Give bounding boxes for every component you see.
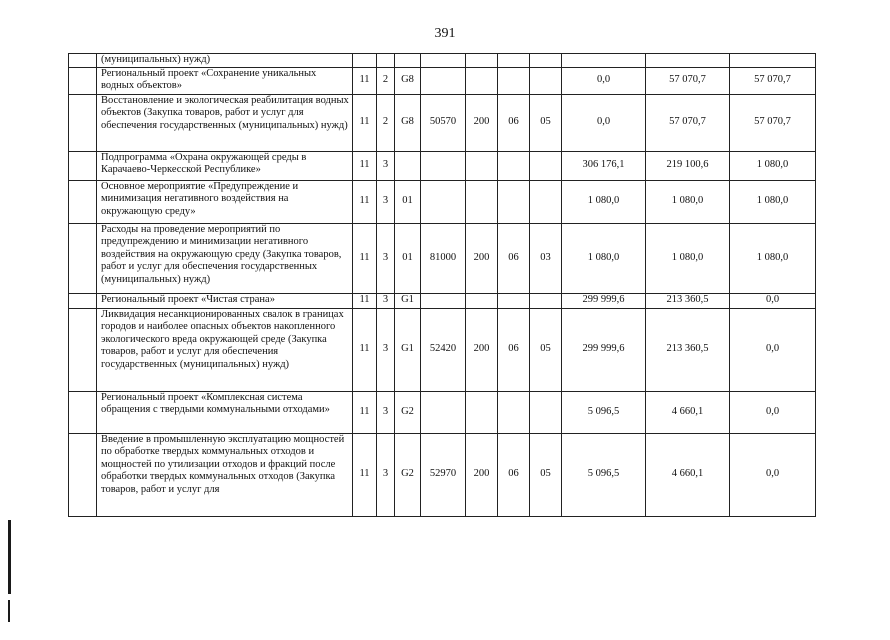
table-row — [69, 433, 816, 516]
cell-subsection — [530, 151, 562, 180]
cell-amount-1: 1 080,0 — [562, 180, 646, 223]
table-row — [69, 54, 816, 68]
cell-subsection: 05 — [530, 308, 562, 391]
row-margin-cell — [69, 180, 97, 223]
cell-subsection — [530, 391, 562, 433]
row-name: Региональный проект «Чистая страна» — [97, 293, 353, 308]
row-name: Расходы на проведение мероприятий по предупреждению и минимизации негативного воздействия на окружающую среду (Закупка товаров, работ и услуг для обеспечения государственных (муниципальных) нужд) — [97, 223, 353, 293]
cell-section — [498, 54, 530, 68]
cell-expense-type — [466, 151, 498, 180]
cell-amount-1: 5 096,5 — [562, 391, 646, 433]
cell-amount-1 — [562, 54, 646, 68]
table-row — [69, 180, 816, 223]
cell-section — [498, 180, 530, 223]
cell-amount-2: 1 080,0 — [646, 180, 730, 223]
cell-event: 01 — [395, 223, 421, 293]
row-name: (муниципальных) нужд) — [97, 54, 353, 68]
row-name: Региональный проект «Сохранение уникальных водных объектов» — [97, 67, 353, 94]
cell-direction: 52970 — [421, 433, 466, 516]
cell-amount-3 — [730, 54, 816, 68]
cell-section: 06 — [498, 223, 530, 293]
cell-subsection: 05 — [530, 94, 562, 151]
scan-edge-mark — [8, 600, 10, 622]
cell-amount-3: 1 080,0 — [730, 223, 816, 293]
cell-amount-2: 57 070,7 — [646, 67, 730, 94]
row-name: Подпрограмма «Охрана окружающей среды в Карачаево-Черкесской Республике» — [97, 151, 353, 180]
cell-program: 11 — [353, 94, 377, 151]
cell-amount-3: 1 080,0 — [730, 151, 816, 180]
cell-section — [498, 67, 530, 94]
cell-amount-1: 299 999,6 — [562, 293, 646, 308]
cell-event — [395, 151, 421, 180]
cell-amount-1: 0,0 — [562, 67, 646, 94]
cell-subsection — [530, 54, 562, 68]
cell-expense-type: 200 — [466, 308, 498, 391]
cell-expense-type: 200 — [466, 223, 498, 293]
row-margin-cell — [69, 223, 97, 293]
budget-table — [68, 53, 816, 517]
row-name: Региональный проект «Комплексная система обращения с твердыми коммунальными отходами» — [97, 391, 353, 433]
row-margin-cell — [69, 433, 97, 516]
cell-program: 11 — [353, 180, 377, 223]
cell-event: G2 — [395, 391, 421, 433]
cell-direction — [421, 67, 466, 94]
cell-subprogram: 3 — [377, 223, 395, 293]
cell-amount-3: 57 070,7 — [730, 94, 816, 151]
row-margin-cell — [69, 308, 97, 391]
cell-amount-2: 213 360,5 — [646, 308, 730, 391]
cell-amount-2: 1 080,0 — [646, 223, 730, 293]
row-name: Введение в промышленную эксплуатацию мощностей по обработке твердых коммунальных отходов и мощностей по утилизации отходов и фракций после обработки твердых коммунальных отходов (Закупка товаров, работ и услуг для — [97, 433, 353, 516]
cell-amount-3: 0,0 — [730, 308, 816, 391]
cell-direction: 52420 — [421, 308, 466, 391]
cell-subprogram: 2 — [377, 67, 395, 94]
cell-program: 11 — [353, 433, 377, 516]
cell-event: G2 — [395, 433, 421, 516]
cell-amount-3: 0,0 — [730, 391, 816, 433]
cell-subprogram: 3 — [377, 293, 395, 308]
row-name: Восстановление и экологическая реабилитация водных объектов (Закупка товаров, работ и услуг для обеспечения государственных (муниципальных) нужд) — [97, 94, 353, 151]
cell-amount-2: 4 660,1 — [646, 433, 730, 516]
row-margin-cell — [69, 391, 97, 433]
row-margin-cell — [69, 94, 97, 151]
cell-subprogram: 3 — [377, 180, 395, 223]
cell-subsection — [530, 67, 562, 94]
cell-direction — [421, 180, 466, 223]
cell-amount-1: 5 096,5 — [562, 433, 646, 516]
table-row — [69, 223, 816, 293]
row-margin-cell — [69, 293, 97, 308]
cell-amount-3: 57 070,7 — [730, 67, 816, 94]
cell-program — [353, 54, 377, 68]
row-name: Ликвидация несанкционированных свалок в границах городов и наиболее опасных объектов накопленного экологического вреда окружающей среде (Закупка товаров, работ и услуг для обеспечения государственных (муниципальных) нужд) — [97, 308, 353, 391]
cell-subprogram: 2 — [377, 94, 395, 151]
row-margin-cell — [69, 67, 97, 94]
cell-section — [498, 151, 530, 180]
cell-amount-2: 219 100,6 — [646, 151, 730, 180]
cell-event — [395, 54, 421, 68]
cell-program: 11 — [353, 308, 377, 391]
cell-subsection: 03 — [530, 223, 562, 293]
page-number: 391 — [434, 26, 456, 41]
cell-amount-3: 0,0 — [730, 293, 816, 308]
cell-program: 11 — [353, 293, 377, 308]
cell-direction — [421, 391, 466, 433]
cell-section — [498, 391, 530, 433]
cell-amount-1: 306 176,1 — [562, 151, 646, 180]
cell-section: 06 — [498, 94, 530, 151]
cell-expense-type — [466, 391, 498, 433]
cell-expense-type: 200 — [466, 433, 498, 516]
cell-program: 11 — [353, 391, 377, 433]
cell-direction — [421, 293, 466, 308]
table-row — [69, 151, 816, 180]
cell-subprogram: 3 — [377, 391, 395, 433]
table-row — [69, 67, 816, 94]
cell-subsection — [530, 180, 562, 223]
cell-event: G8 — [395, 67, 421, 94]
row-margin-cell — [69, 54, 97, 68]
cell-event: G8 — [395, 94, 421, 151]
cell-amount-3: 0,0 — [730, 433, 816, 516]
cell-event: G1 — [395, 308, 421, 391]
cell-event: 01 — [395, 180, 421, 223]
cell-amount-2 — [646, 54, 730, 68]
cell-direction — [421, 54, 466, 68]
table-row — [69, 94, 816, 151]
cell-section: 06 — [498, 308, 530, 391]
cell-program: 11 — [353, 151, 377, 180]
cell-subprogram: 3 — [377, 308, 395, 391]
cell-direction: 50570 — [421, 94, 466, 151]
cell-subsection: 05 — [530, 433, 562, 516]
cell-amount-1: 1 080,0 — [562, 223, 646, 293]
table-row — [69, 391, 816, 433]
cell-amount-3: 1 080,0 — [730, 180, 816, 223]
cell-expense-type: 200 — [466, 94, 498, 151]
cell-subprogram: 3 — [377, 151, 395, 180]
row-name: Основное мероприятие «Предупреждение и минимизация негативного воздействия на окружающую среду» — [97, 180, 353, 223]
cell-amount-1: 0,0 — [562, 94, 646, 151]
cell-program: 11 — [353, 223, 377, 293]
cell-amount-2: 57 070,7 — [646, 94, 730, 151]
cell-section: 06 — [498, 433, 530, 516]
cell-amount-1: 299 999,6 — [562, 308, 646, 391]
cell-event: G1 — [395, 293, 421, 308]
row-margin-cell — [69, 151, 97, 180]
cell-subprogram — [377, 54, 395, 68]
cell-direction: 81000 — [421, 223, 466, 293]
cell-direction — [421, 151, 466, 180]
cell-amount-2: 213 360,5 — [646, 293, 730, 308]
table-row — [69, 308, 816, 391]
cell-program: 11 — [353, 67, 377, 94]
cell-amount-2: 4 660,1 — [646, 391, 730, 433]
cell-expense-type — [466, 54, 498, 68]
cell-expense-type — [466, 180, 498, 223]
cell-subsection — [530, 293, 562, 308]
cell-subprogram: 3 — [377, 433, 395, 516]
cell-section — [498, 293, 530, 308]
scan-edge-mark — [8, 520, 11, 594]
table-row — [69, 293, 816, 308]
cell-expense-type — [466, 67, 498, 94]
cell-expense-type — [466, 293, 498, 308]
